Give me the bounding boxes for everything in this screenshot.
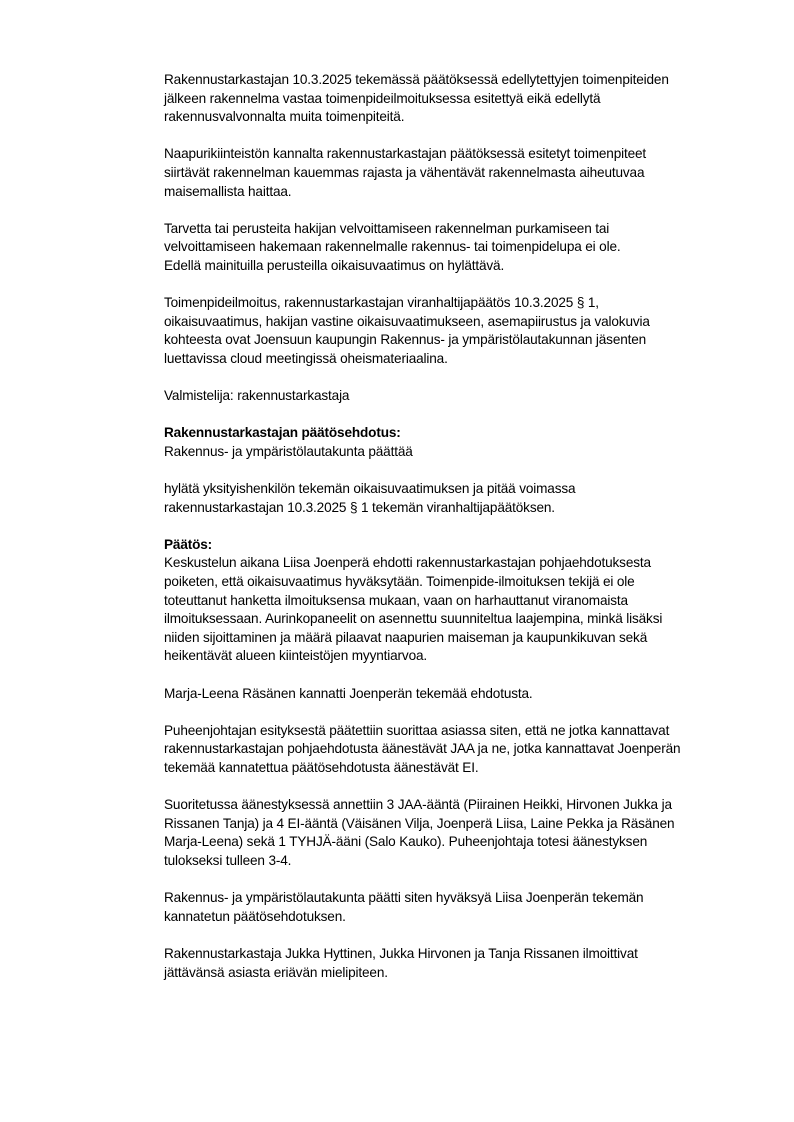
decision-section xyxy=(164,536,764,666)
text-line: Rissanen Tanja) ja 4 EI-ääntä (Väisänen Vilja, Joenperä Liisa, Laine Pekka ja Räsänen xyxy=(164,815,675,831)
text-line: kannatetun päätösehdotuksen. xyxy=(164,908,346,924)
text-line: Suoritetussa äänestyksessä annettiin 3 JAA-ääntä (Piirainen Heikki, Hirvonen Jukka ja xyxy=(164,797,672,813)
proposal-heading: Rakennustarkastajan päätösehdotus: xyxy=(164,425,401,441)
paragraph-seconded xyxy=(164,685,764,704)
text-line: niiden sijoittaminen ja määrä pilaavat naapurien maiseman ja kaupunkikuvan sekä xyxy=(164,629,648,645)
text-line: Valmistelija: rakennustarkastaja xyxy=(164,388,350,404)
text-line: poiketen, että oikaisuvaatimus hyväksytään. Toimenpide-ilmoituksen tekijä ei ole xyxy=(164,574,635,590)
text-line: Keskustelun aikana Liisa Joenperä ehdotti rakennustarkastajan pohjaehdotuksesta xyxy=(164,555,651,571)
text-line: Marja-Leena) sekä 1 TYHJÄ-ääni (Salo Kauko). Puheenjohtaja totesi äänestyksen xyxy=(164,834,648,850)
text-line: Naapurikiinteistön kannalta rakennustarkastajan päätöksessä esitetyt toimenpiteet xyxy=(164,146,647,162)
text-line: maisemallista haittaa. xyxy=(164,183,292,199)
text-line: hylätä yksityishenkilön tekemän oikaisuvaatimuksen ja pitää voimassa xyxy=(164,481,576,497)
text-line: tulokseksi tulleen 3-4. xyxy=(164,852,292,868)
text-line: Puheenjohtajan esityksestä päätettiin suorittaa asiassa siten, että ne jotka kannattavat xyxy=(164,722,670,738)
text-line: Tarvetta tai perusteita hakijan velvoittamiseen rakennelman purkamiseen tai xyxy=(164,220,610,236)
text-line: tekemää kannatettua päätösehdotusta äänestävät EI. xyxy=(164,759,479,775)
proposal-body xyxy=(164,480,764,517)
text-line: siirtävät rakennelman kauemmas rajasta ja vähentävät rakennelmasta aiheutuvaa xyxy=(164,164,645,180)
text-line: luettavissa cloud meetingissä oheismateriaalina. xyxy=(164,350,448,366)
proposal-section xyxy=(164,424,764,461)
text-line: toteuttanut hanketta ilmoituksensa mukaan, vaan on harhauttanut viranomaista xyxy=(164,592,628,608)
text-line: heikentävät alueen kiinteistöjen myyntiarvoa. xyxy=(164,648,428,664)
paragraph-voting-result xyxy=(164,796,764,870)
document-page xyxy=(164,71,764,1001)
text-line: oikaisuvaatimus, hakijan vastine oikaisuvaatimukseen, asemapiirustus ja valokuvia xyxy=(164,313,650,329)
paragraph-dissenting-opinion xyxy=(164,945,764,982)
paragraph-decision-assessment xyxy=(164,71,764,127)
text-line: velvoittamiseen hakemaan rakennelmalle rakennus- tai toimenpidelupa ei ole. xyxy=(164,239,621,255)
text-line: Rakennustarkastajan 10.3.2025 tekemässä päätöksessä edellytettyjen toimenpiteiden xyxy=(164,72,669,87)
text-line: Rakennustarkastaja Jukka Hyttinen, Jukka Hirvonen ja Tanja Rissanen ilmoittivat xyxy=(164,945,638,961)
text-line: rakennustarkastajan 10.3.2025 § 1 tekemän viranhaltijapäätöksen. xyxy=(164,499,555,515)
paragraph-attachments xyxy=(164,294,764,368)
text-line: jälkeen rakennelma vastaa toimenpideilmoituksessa esitettyä eikä edellytä xyxy=(164,90,601,106)
paragraph-neighbour-view xyxy=(164,145,764,201)
text-line: Toimenpideilmoitus, rakennustarkastajan viranhaltijapäätös 10.3.2025 § 1, xyxy=(164,295,599,311)
text-line: rakennustarkastajan pohjaehdotusta äänestävät JAA ja ne, jotka kannattavat Joenperän xyxy=(164,741,681,757)
text-line: Marja-Leena Räsänen kannatti Joenperän tekemää ehdotusta. xyxy=(164,685,533,701)
paragraph-grounds xyxy=(164,220,764,276)
decision-heading: Päätös: xyxy=(164,536,213,552)
text-line: rakennusvalvonnalta muita toimenpiteitä. xyxy=(164,109,405,125)
text-line: ilmoituksessaan. Aurinkopaneelit on asennettu suunniteltua laajempina, minkä lisäksi xyxy=(164,611,663,627)
proposal-intro: Rakennus- ja ympäristölautakunta päättää xyxy=(164,443,413,459)
text-line: Rakennus- ja ympäristölautakunta päätti siten hyväksyä Liisa Joenperän tekemän xyxy=(164,890,644,906)
text-line: jättävänsä asiasta eriävän mielipiteen. xyxy=(164,964,388,980)
paragraph-board-decision xyxy=(164,889,764,926)
paragraph-preparer xyxy=(164,387,764,406)
text-line: kohteesta ovat Joensuun kaupungin Rakennus- ja ympäristölautakunnan jäsenten xyxy=(164,332,647,348)
paragraph-voting-procedure xyxy=(164,722,764,778)
text-line: Edellä mainituilla perusteilla oikaisuvaatimus on hylättävä. xyxy=(164,257,505,273)
